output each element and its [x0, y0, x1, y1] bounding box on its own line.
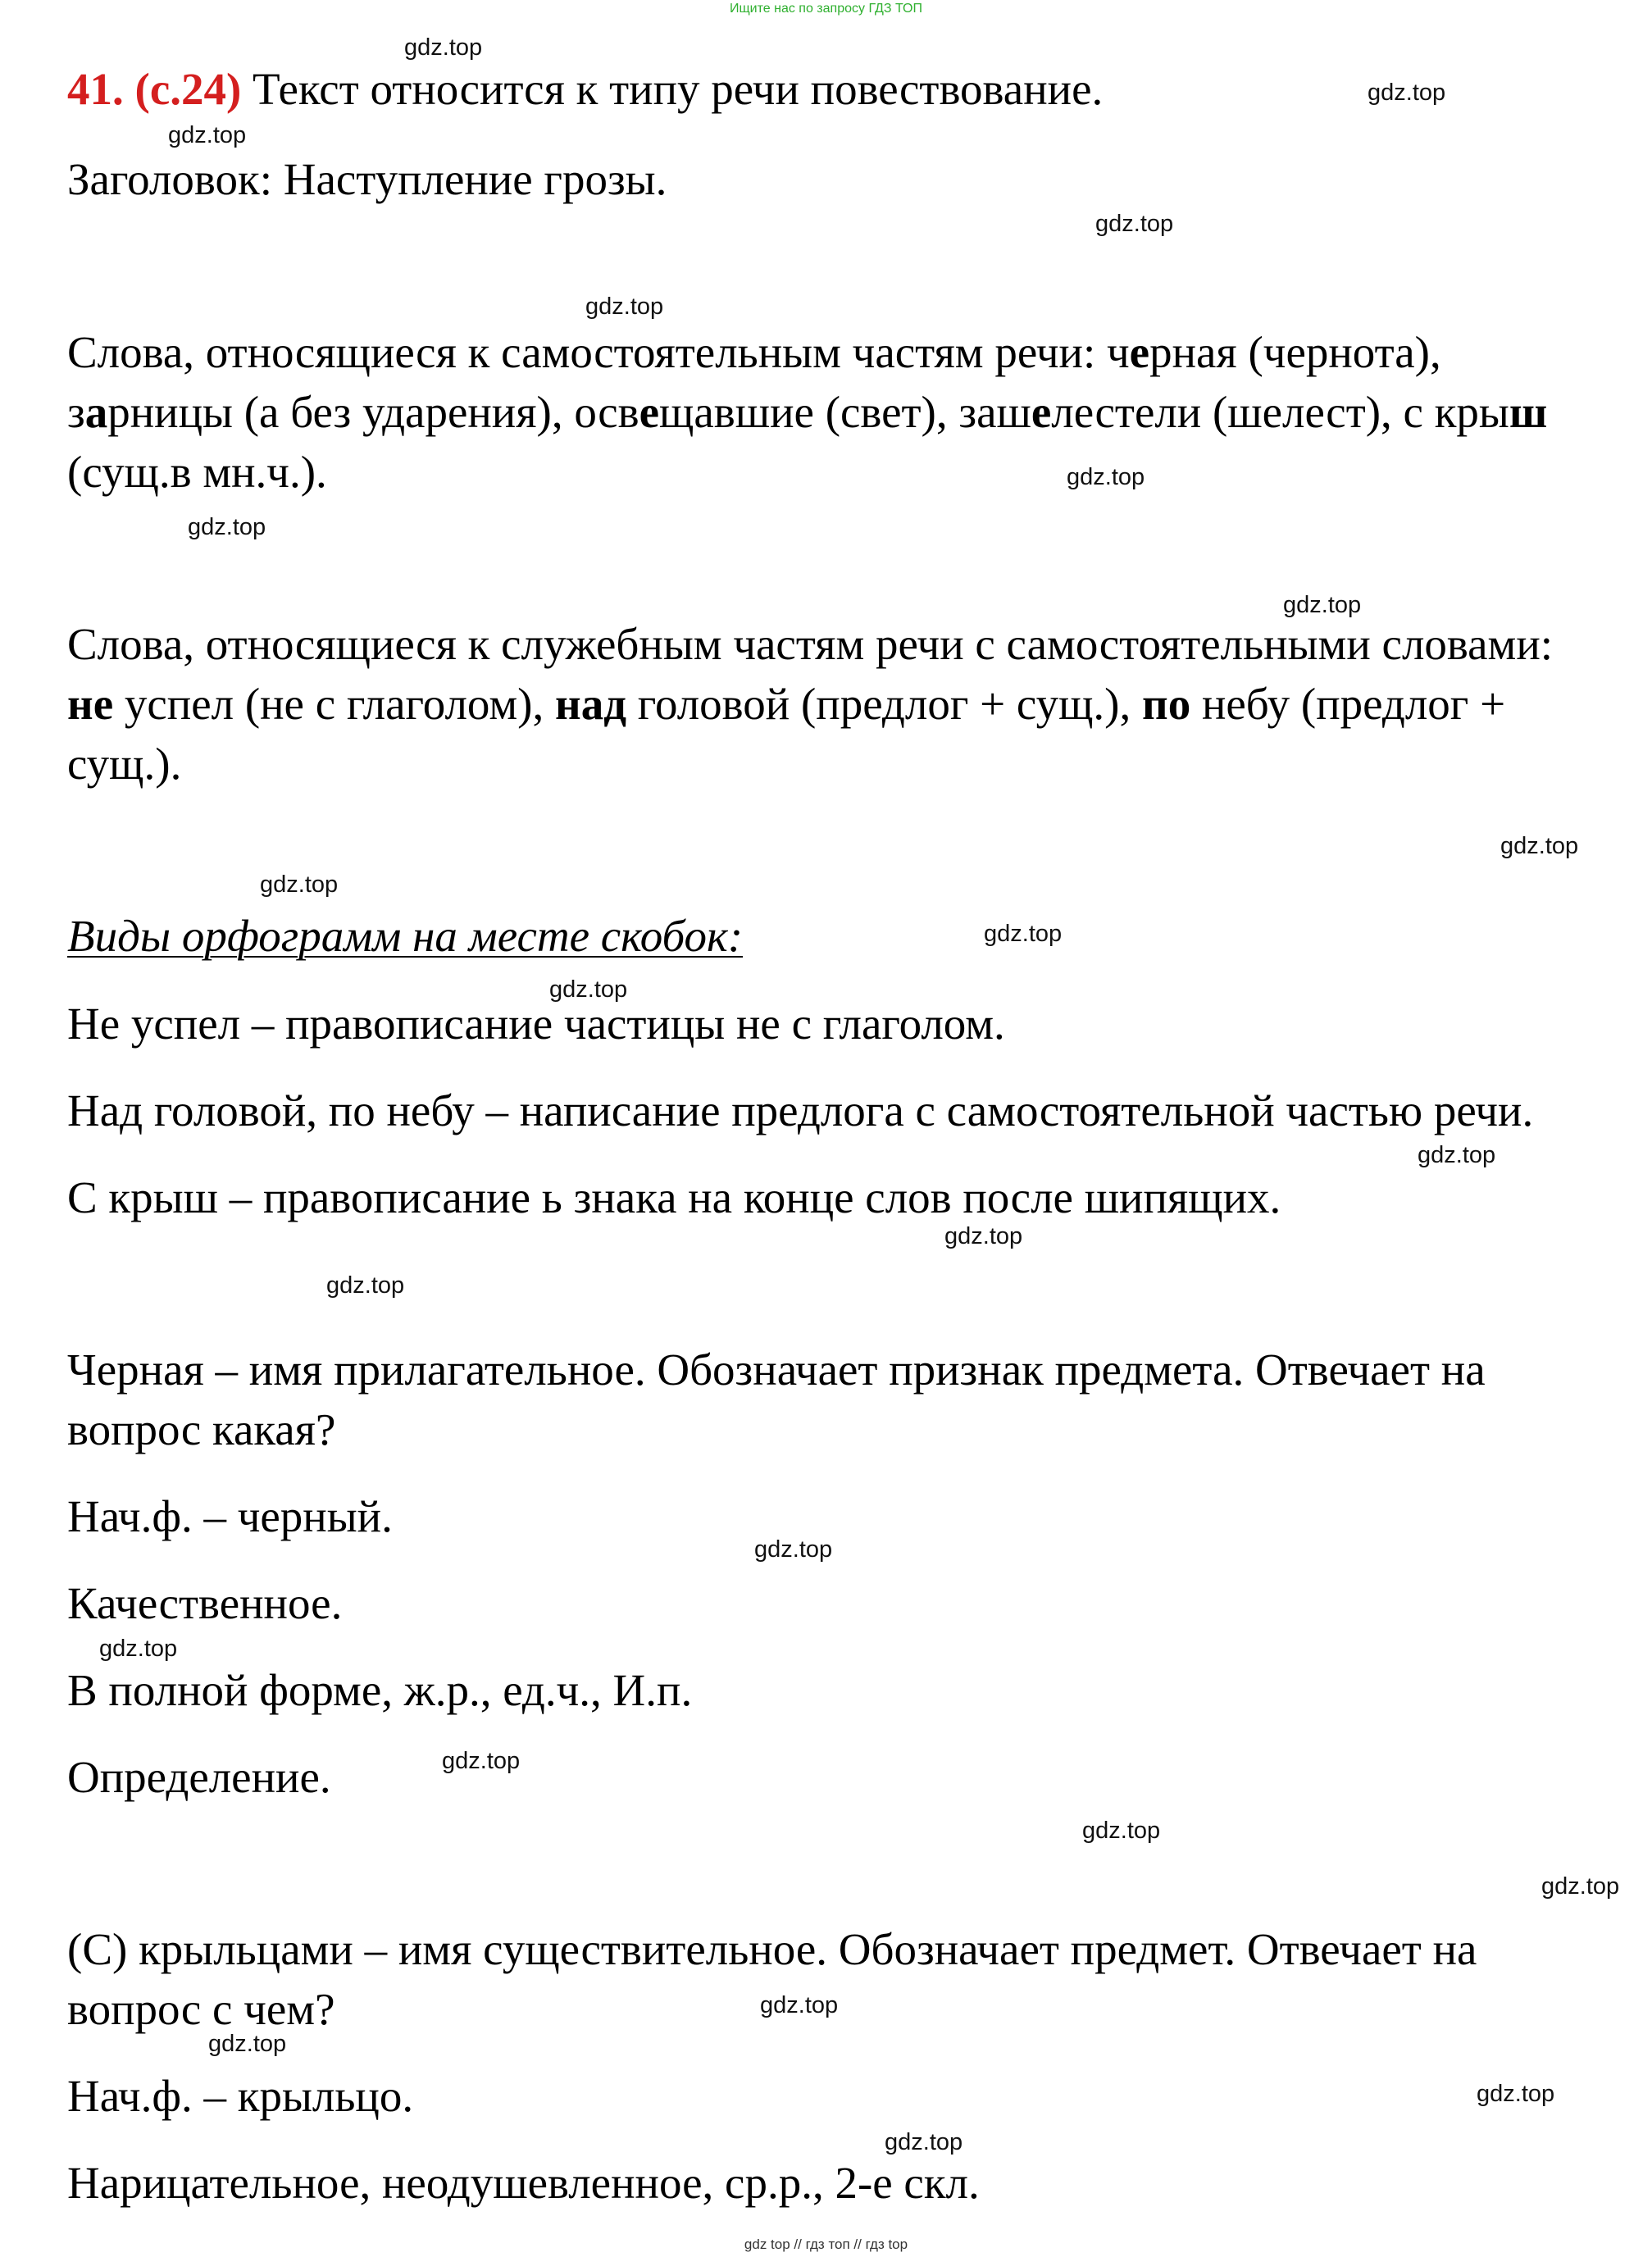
watermark: gdz.top — [984, 921, 1063, 947]
adjective-role: Определение. — [67, 1752, 331, 1802]
title-line: Заголовок: Наступление грозы. — [67, 154, 667, 204]
orthograms-title: Виды орфограмм на месте скобок: — [67, 911, 744, 961]
adjective-initial-form: Нач.ф. – черный. — [67, 1491, 393, 1541]
watermark: gdz.top — [1500, 833, 1579, 859]
noun-initial-form: Нач.ф. – крыльцо. — [67, 2071, 414, 2121]
orthogram-item: Над головой, по небу – написание предлога с самостоятельной частью речи. — [67, 1085, 1534, 1135]
watermark: gdz.top — [1067, 464, 1145, 490]
watermark: gdz.top — [442, 1748, 521, 1774]
watermark: gdz.top — [1095, 211, 1174, 237]
watermark: gdz.top — [885, 2129, 963, 2155]
bottom-banner: gdz top // гдз топ // гдз top — [744, 2237, 908, 2252]
bold-word: по — [1142, 679, 1191, 729]
watermark: gdz.top — [188, 514, 266, 540]
adjective-line-2: вопрос какая? — [67, 1404, 336, 1454]
watermark: gdz.top — [1283, 592, 1362, 618]
watermark: gdz.top — [208, 2031, 287, 2057]
exercise-number: 41. (с.24) — [67, 64, 242, 114]
bold-letter: е — [1129, 327, 1150, 377]
exercise-heading — [67, 59, 1103, 120]
text-run: успел (не с глаголом), — [113, 679, 555, 729]
text-run: з — [67, 387, 85, 437]
watermark: gdz.top — [1477, 2081, 1555, 2107]
bold-letter: ш — [1509, 387, 1548, 437]
watermark: gdz.top — [1082, 1818, 1161, 1844]
text-run: рная (чернота), — [1149, 327, 1441, 377]
text-run: небу (предлог + — [1190, 679, 1506, 729]
text-run: Слова, относящиеся к самостоятельным частям речи: ч — [67, 327, 1130, 377]
watermark: gdz.top — [260, 871, 339, 898]
independent-words-line-2 — [67, 382, 1547, 443]
adjective-kind: Качественное. — [67, 1578, 343, 1628]
adjective-line-1: Черная – имя прилагательное. Обозначает признак предмета. Отвечает на — [67, 1345, 1486, 1395]
noun-line-1: (С) крыльцами – имя существительное. Обозначает предмет. Отвечает на — [67, 1924, 1477, 1974]
watermark: gdz.top — [1541, 1873, 1620, 1900]
service-words-line-2 — [67, 674, 1505, 735]
watermark: gdz.top — [404, 34, 483, 61]
watermark: gdz.top — [754, 1536, 833, 1563]
bold-letter: а — [84, 387, 108, 437]
orthogram-item: С крыш – правописание ь знака на конце слов после шипящих. — [67, 1172, 1281, 1222]
watermark: gdz.top — [1418, 1142, 1496, 1168]
text-run: головой (предлог + сущ.), — [626, 679, 1142, 729]
exercise-heading-text: Текст относится к типу речи повествование. — [241, 64, 1104, 114]
top-banner: Ищите нас по запросу ГДЗ ТОП — [730, 2, 922, 16]
text-run: лестели (шелест), с кры — [1051, 387, 1509, 437]
watermark: gdz.top — [549, 976, 628, 1003]
noun-line-2: вопрос с чем? — [67, 1984, 335, 2034]
watermark: gdz.top — [1368, 80, 1446, 106]
watermark: gdz.top — [944, 1223, 1023, 1249]
adjective-form: В полной форме, ж.р., ед.ч., И.п. — [67, 1665, 693, 1715]
watermark: gdz.top — [99, 1636, 178, 1662]
bold-letter: е — [1031, 387, 1052, 437]
bold-word: над — [555, 679, 627, 729]
service-words-line-3: сущ.). — [67, 739, 182, 789]
orthogram-item: Не успел – правописание частицы не с глаголом. — [67, 999, 1005, 1049]
watermark: gdz.top — [168, 122, 247, 148]
bold-word: не — [67, 679, 114, 729]
independent-words-line-1 — [67, 322, 1441, 383]
service-words-line-1: Слова, относящиеся к служебным частям речи с самостоятельными словами: — [67, 619, 1554, 669]
noun-properties: Нарицательное, неодушевленное, ср.р., 2-е скл. — [67, 2158, 980, 2208]
independent-words-line-3: (сущ.в мн.ч.). — [67, 447, 327, 497]
watermark: gdz.top — [585, 294, 664, 320]
watermark: gdz.top — [326, 1272, 405, 1299]
bold-letter: е — [639, 387, 660, 437]
text-run: рницы (а без ударения), осв — [107, 387, 639, 437]
text-run: щавшие (свет), заш — [659, 387, 1031, 437]
watermark: gdz.top — [760, 1992, 839, 2018]
